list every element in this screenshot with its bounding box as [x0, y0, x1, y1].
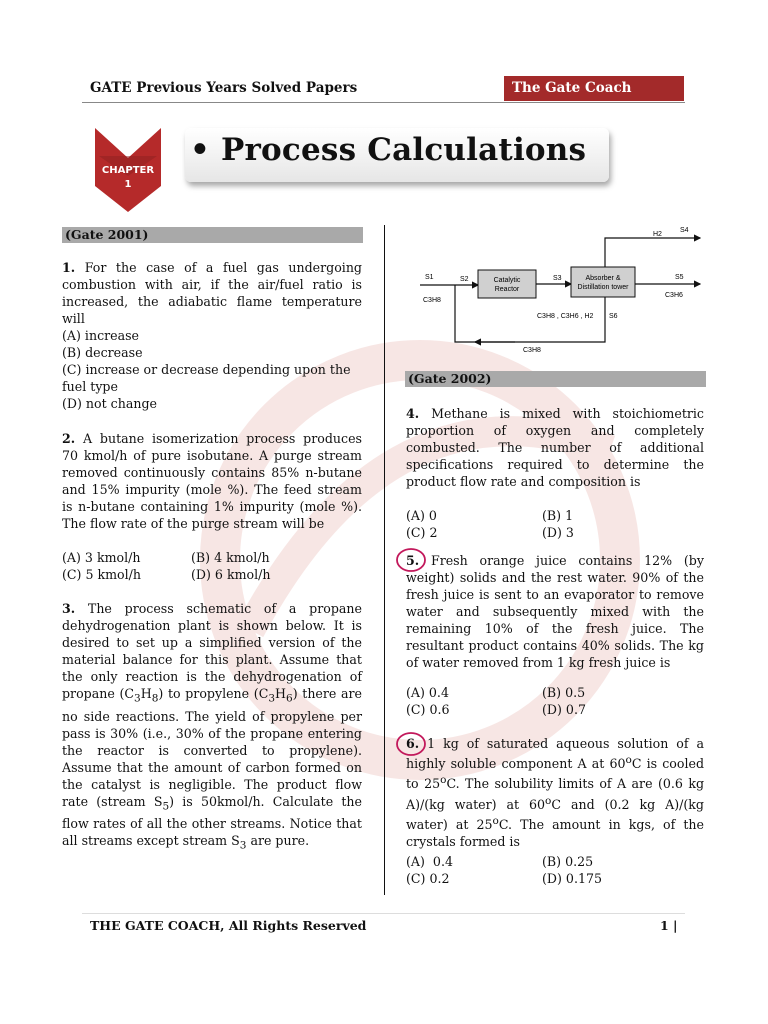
page-title: • Process Calculations — [190, 132, 587, 168]
question-5 — [406, 552, 704, 671]
chapter-word: CHAPTER — [101, 165, 155, 176]
q1-option-a: (A) increase — [62, 328, 140, 343]
process-schematic — [415, 222, 715, 358]
q1-option-c: (C) increase or decrease depending upon the fuel type — [62, 362, 351, 394]
pen-circle-q5-icon — [394, 546, 428, 574]
q1-number: 1. — [62, 260, 76, 275]
question-6 — [406, 735, 704, 850]
q6-text: 1 kg of saturated aqueous solution of a highly soluble component A at 60$^o$C is cooled to 25$^o$C. The solubility limits of A are (0.6 kg A)/(kg water) at 60$^o$C and (0.2 kg A)/(kg water) at 25$^o$C. The amount in kgs, of the crystals formed is — [406, 736, 705, 849]
q5-option-a: (A) 0.4 — [406, 685, 449, 700]
q2-option-d: (D) 6 kmol/h — [191, 567, 271, 582]
q5-option-b: (B) 0.5 — [542, 685, 586, 700]
label-s2: S2 — [460, 276, 469, 283]
q2-option-c: (C) 5 kmol/h — [62, 567, 142, 582]
q4-number: 4. — [406, 406, 420, 421]
label-s3: S3 — [553, 275, 562, 282]
q4-text: Methane is mixed with stoichiometric proportion of oxygen and completely combusted. The number of additional specifications required to determine the product flow rate and composition is — [406, 406, 704, 489]
q4-option-a: (A) 0 — [406, 508, 437, 523]
chapter-label — [95, 164, 161, 192]
question-2 — [62, 430, 362, 532]
q2-text: A butane isomerization process produces 70 kmol/h of pure isobutane. A purge stream removed continuously contains 85% n-butane and 15% impurity (mole %). The feed stream is n-butane containing 1% impurity (mole %). The flow rate of the purge stream will be — [62, 431, 362, 531]
pen-circle-q6-icon — [394, 730, 428, 758]
q3-text: The process schematic of a propane dehydrogenation plant is shown below. It is desired to set up a simplified version of the material balance for this plant. Assume that the only reaction is the dehydrogenation of propane $(C_3H_8)$ to propylene $(C_3H_6)$ there are no side reactions. The yield of propylene per pass is 30% (i.e., 30% of the propane entering the reactor is converted to propylene). Assume that the amount of carbon formed on the catalyst is negligible. The product flow rate (stream $S_5$) is 50kmol/h. Calculate the flow rates of all the other streams. Notice that all streams except stream $S_3$ are pure. — [62, 601, 362, 852]
label-reactor: Catalytic Reactor — [493, 277, 521, 293]
q3-number: 3. — [62, 601, 76, 616]
q6-option-b: (B) 0.25 — [542, 854, 594, 869]
label-s1: S1 — [425, 274, 434, 281]
q6-option-d: (D) 0.175 — [542, 871, 602, 886]
q1-option-d: (D) not change — [62, 396, 157, 411]
question-4 — [406, 405, 704, 490]
question-1 — [62, 259, 362, 327]
chapter-number: 1 — [124, 179, 132, 190]
q2-option-a: (A) 3 kmol/h — [62, 550, 141, 565]
section-gate-2001: (Gate 2001) — [62, 227, 363, 243]
q1-options — [62, 327, 362, 412]
page-number: 1 | — [660, 918, 678, 933]
label-s4: S4 — [680, 227, 689, 234]
q6-option-a: (A) 0.4 — [406, 854, 453, 869]
q2-option-b: (B) 4 kmol/h — [191, 550, 270, 565]
q1-option-b: (B) decrease — [62, 345, 143, 360]
label-recycle: C3H8 — [523, 347, 541, 354]
q4-option-d: (D) 3 — [542, 525, 574, 540]
q5-text: Fresh orange juice contains 12% (by weight) solids and the rest water. 90% of the fresh juice is sent to an evaporator to remove water and subsequently mixed with the remaining 10% of the fresh juice. The resultant product contains 40% solids. The kg of water removed from 1 kg fresh juice is — [406, 553, 704, 670]
header-rule — [82, 102, 685, 103]
footer-rule — [82, 913, 685, 914]
label-mix: C3H8 , C3H6 , H2 — [537, 313, 594, 320]
label-feed: C3H8 — [423, 297, 441, 304]
label-h2: H2 — [653, 231, 662, 238]
header-title: GATE Previous Years Solved Papers — [90, 80, 358, 96]
label-absorber: Absorber & Distillation tower — [577, 275, 629, 291]
q6-number: 6. — [406, 736, 420, 751]
column-divider — [384, 225, 385, 895]
q5-option-d: (D) 0.7 — [542, 702, 586, 717]
footer-copyright: THE GATE COACH, All Rights Reserved — [90, 918, 367, 933]
section-gate-2002: (Gate 2002) — [405, 371, 706, 387]
q5-number: 5. — [406, 553, 420, 568]
question-3 — [62, 600, 362, 855]
q5-option-c: (C) 0.6 — [406, 702, 450, 717]
q4-option-b: (B) 1 — [542, 508, 574, 523]
q4-option-c: (C) 2 — [406, 525, 438, 540]
label-s5: S5 — [675, 274, 684, 281]
header-brand: The Gate Coach — [504, 76, 684, 101]
label-product: C3H6 — [665, 292, 683, 299]
q1-text: For the case of a fuel gas undergoing combustion with air, if the air/fuel ratio is increased, the adiabatic flame temperature will — [62, 260, 362, 326]
q2-number: 2. — [62, 431, 76, 446]
label-s6: S6 — [609, 313, 618, 320]
q6-option-c: (C) 0.2 — [406, 871, 450, 886]
